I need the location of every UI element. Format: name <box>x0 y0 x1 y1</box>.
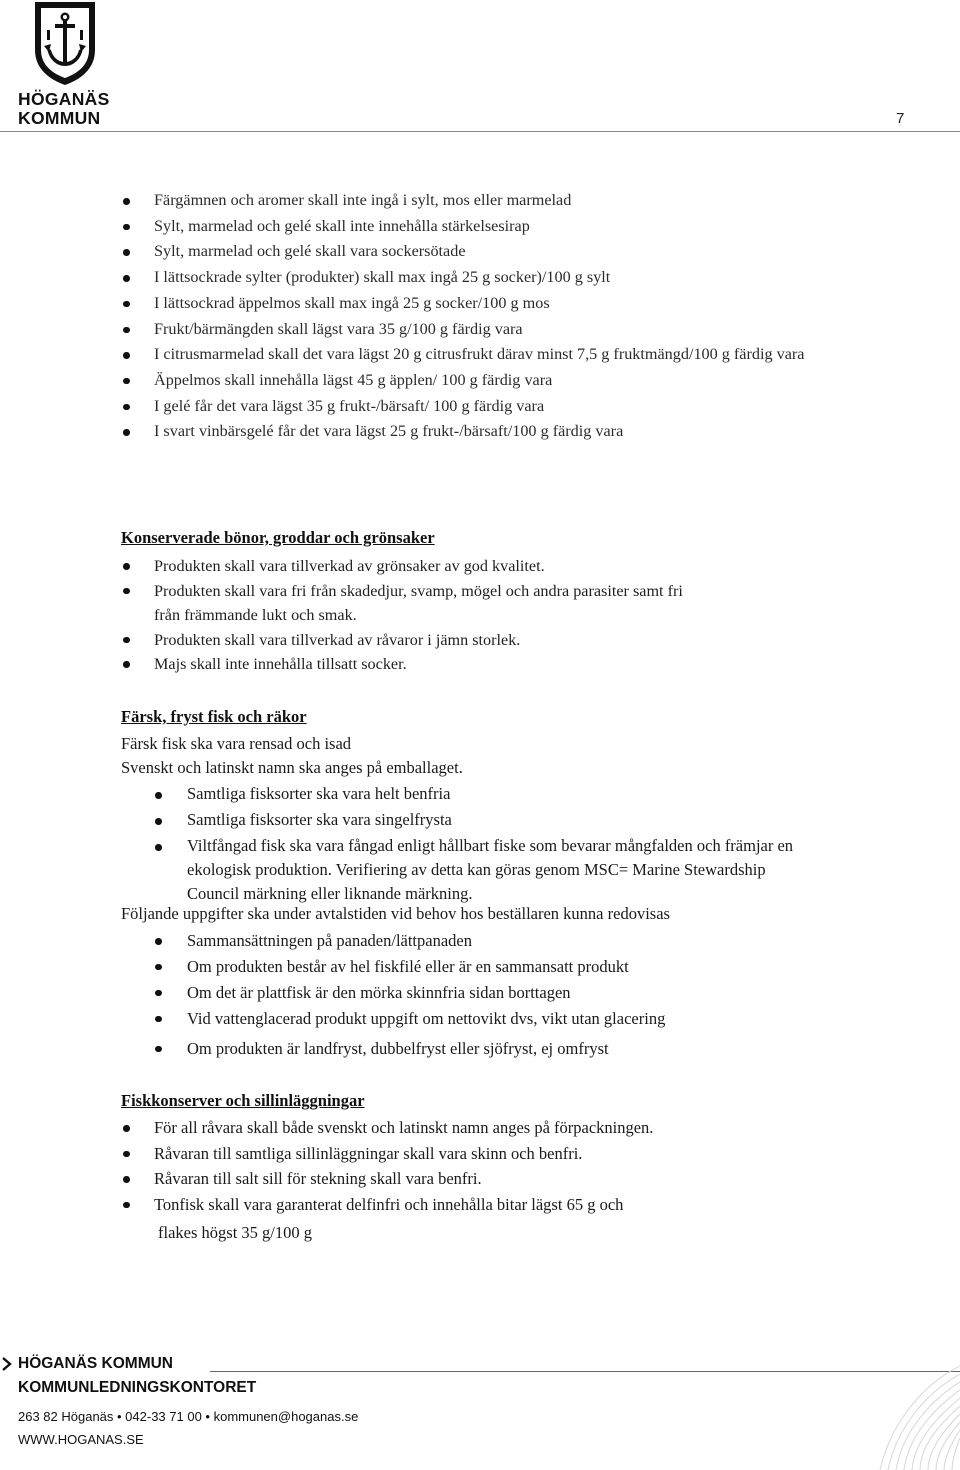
header-divider <box>0 131 960 132</box>
list-item: Vid vattenglacerad produkt uppgift om nettovikt dvs, vikt utan glacering <box>154 1006 844 1032</box>
wave-pattern-icon <box>820 1366 960 1470</box>
list-item: I lättsockrad äppelmos skall max ingå 25 g socker/100 g mos <box>122 291 862 317</box>
list-item-continuation: flakes högst 35 g/100 g <box>158 1223 312 1242</box>
section-heading-beans: Konserverade bönor, groddar och grönsaker <box>121 528 435 547</box>
list-item: I svart vinbärsgelé får det vara lägst 25 g frukt-/bärsaft/100 g färdig vara <box>122 419 862 445</box>
paragraph: Följande uppgifter ska under avtalstiden vid behov hos beställaren kunna redovisas <box>121 904 670 923</box>
fish-requirements-list <box>154 782 844 908</box>
list-item: Om produkten består av hel fiskfilé eller är en sammansatt produkt <box>154 954 844 980</box>
arrow-right-icon <box>2 1357 12 1371</box>
list-item: Sylt, marmelad och gelé skall inte innehålla stärkelsesirap <box>122 214 862 240</box>
jam-requirements-list <box>122 188 862 445</box>
list-item: Råvaran till salt sill för stekning skall vara benfri. <box>122 1166 862 1192</box>
canned-fish-list <box>122 1115 862 1246</box>
list-item: I gelé får det vara lägst 35 g frukt-/bärsaft/ 100 g färdig vara <box>122 394 862 420</box>
list-item: Viltfångad fisk ska vara fångad enligt hållbart fiske som bevarar mångfalden och främjar en ekologisk produktion. Verifiering av detta kan göras genom MSC= Marine Stewardship Council märkning eller liknande märkning. <box>154 834 814 906</box>
paragraph: Svenskt och latinskt namn ska anges på emballaget. <box>121 758 463 777</box>
anchor-crest-icon <box>33 0 97 86</box>
section-heading-canned-fish: Fiskkonserver och sillinläggningar <box>121 1091 365 1110</box>
footer-website-link[interactable]: WWW.HOGANAS.SE <box>18 1432 144 1447</box>
footer-address: 263 82 Höganäs • 042-33 71 00 • kommunen@hoganas.se <box>18 1409 359 1424</box>
logo-name-line1: HÖGANÄS <box>18 89 110 109</box>
list-item-text: Tonfisk skall vara garanterat delfinfri och innehålla bitar lägst 65 g och <box>154 1194 624 1214</box>
list-item: Råvaran till samtliga sillinläggningar skall vara skinn och benfri. <box>122 1141 862 1167</box>
logo-name-line2: KOMMUN <box>18 108 101 128</box>
paragraph: Färsk fisk ska vara rensad och isad <box>121 734 352 753</box>
list-item: Frukt/bärmängden skall lägst vara 35 g/100 g färdig vara <box>122 317 862 343</box>
list-item: Om produkten är landfryst, dubbelfryst eller sjöfryst, ej omfryst <box>154 1036 844 1062</box>
fish-report-list <box>154 928 844 1062</box>
footer-org-name: HÖGANÄS KOMMUN <box>18 1355 173 1372</box>
list-item: Produkten skall vara tillverkad av råvaror i jämn storlek. <box>122 628 862 653</box>
section-heading-fish: Färsk, fryst fisk och räkor <box>121 707 307 726</box>
page-number: 7 <box>896 110 905 127</box>
list-item: Sylt, marmelad och gelé skall vara sockersötade <box>122 239 862 265</box>
list-item: Färgämnen och aromer skall inte ingå i sylt, mos eller marmelad <box>122 188 862 214</box>
list-item: Samtliga fisksorter ska vara singelfrysta <box>154 808 844 832</box>
list-item <box>122 1192 862 1246</box>
list-item: Om det är plattfisk är den mörka skinnfria sidan borttagen <box>154 980 844 1006</box>
list-item: Sammansättningen på panaden/lättpanaden <box>154 928 844 954</box>
list-item: Samtliga fisksorter ska vara helt benfria <box>154 782 844 806</box>
list-item: Produkten skall vara tillverkad av grönsaker av god kvalitet. <box>122 554 862 579</box>
list-item: Äppelmos skall innehålla lägst 45 g äpplen/ 100 g färdig vara <box>122 368 862 394</box>
list-item: I citrusmarmelad skall det vara lägst 20 g citrusfrukt därav minst 7,5 g fruktmängd/100 g färdig vara <box>122 342 840 368</box>
footer-department: KOMMUNLEDNINGSKONTORET <box>18 1379 257 1396</box>
list-item: I lättsockrade sylter (produkter) skall max ingå 25 g socker)/100 g sylt <box>122 265 862 291</box>
list-item: För all råvara skall både svenskt och latinskt namn anges på förpackningen. <box>122 1115 862 1141</box>
list-item: Majs skall inte innehålla tillsatt socker. <box>122 652 862 677</box>
page-footer <box>0 1350 960 1470</box>
beans-requirements-list <box>122 554 862 677</box>
list-item: Produkten skall vara fri från skadedjur, svamp, mögel och andra parasiter samt fri från främmande lukt och smak. <box>122 579 712 628</box>
